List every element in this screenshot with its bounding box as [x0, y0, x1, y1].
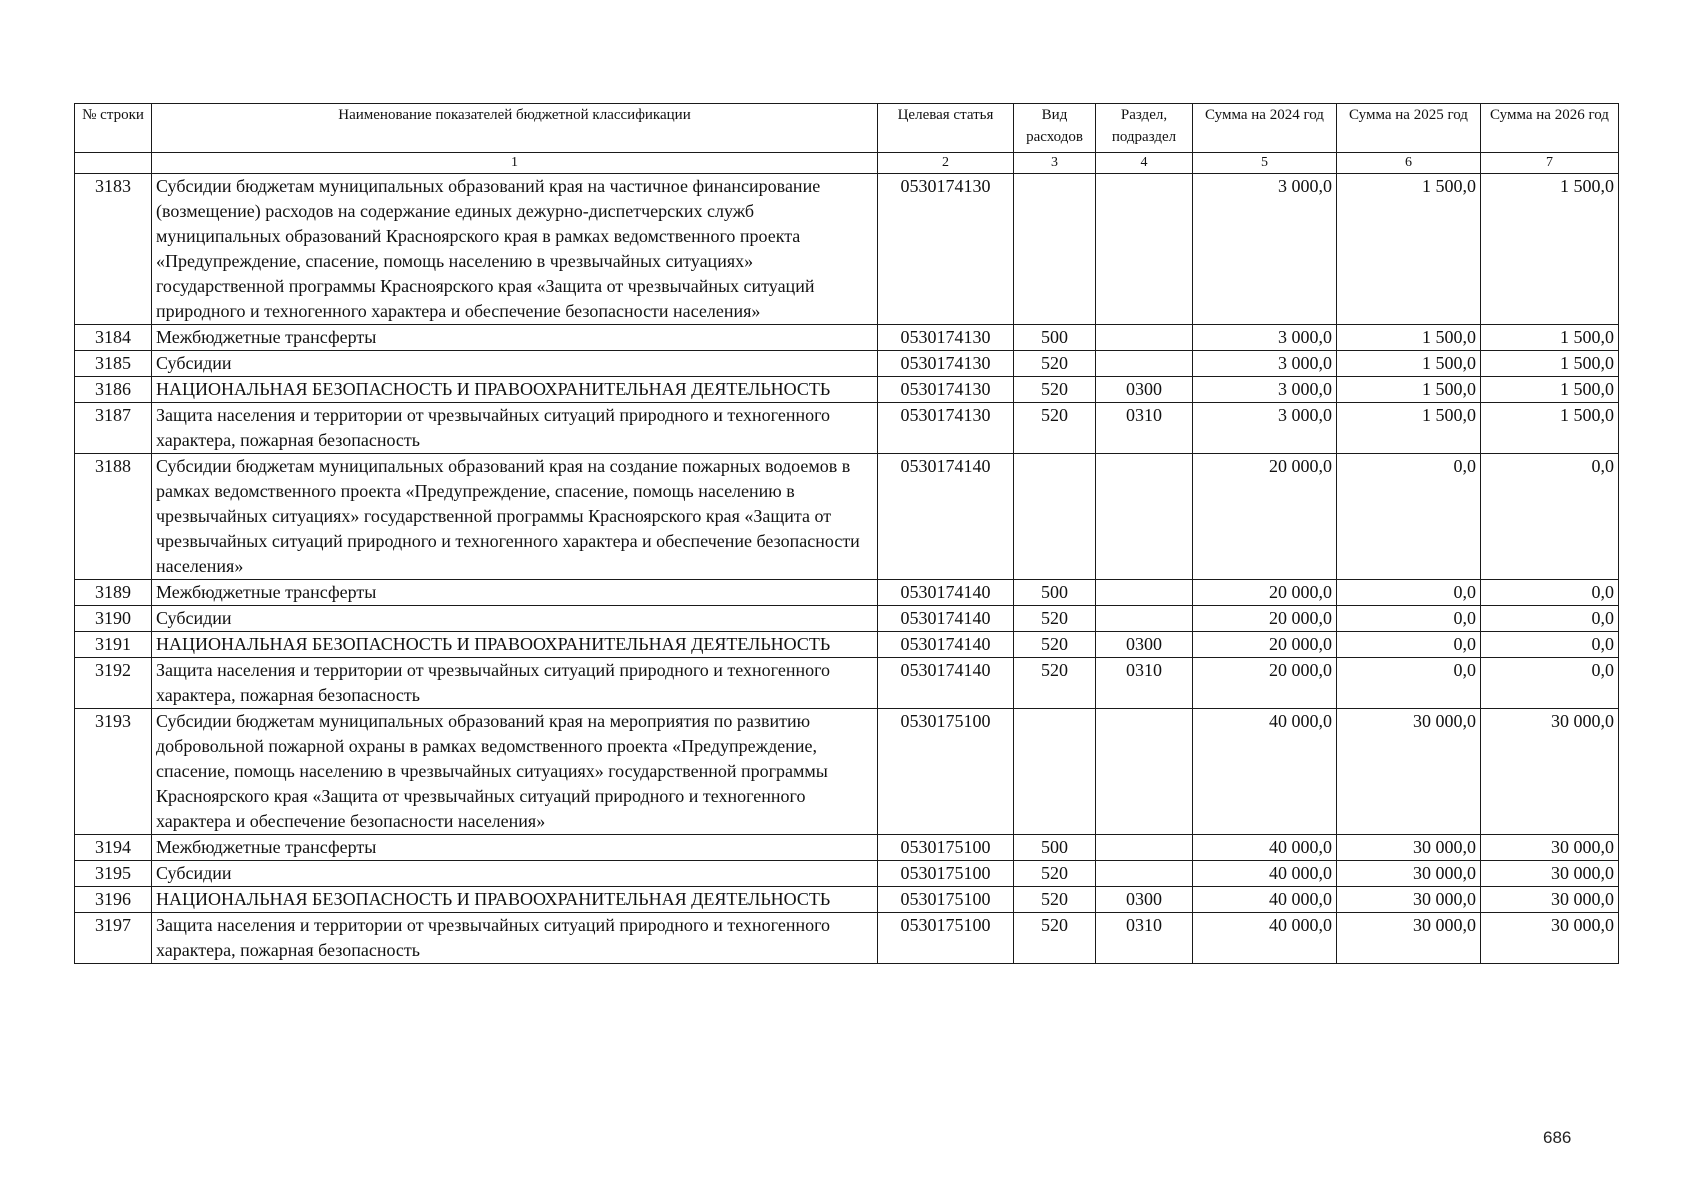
- row-name: Защита населения и территории от чрезвычайных ситуаций природного и техногенного характера, пожарная безопасность: [152, 403, 878, 454]
- row-sum-2026: 1 500,0: [1481, 325, 1619, 351]
- row-target-article: 0530175100: [878, 835, 1014, 861]
- row-sum-2025: 0,0: [1337, 632, 1481, 658]
- table-row: [75, 887, 1619, 913]
- row-section: [1096, 325, 1193, 351]
- header-sum-2026: Сумма на 2026 год: [1481, 104, 1619, 153]
- row-sum-2024: 40 000,0: [1193, 835, 1337, 861]
- row-sum-2026: 30 000,0: [1481, 835, 1619, 861]
- row-target-article: 0530174140: [878, 632, 1014, 658]
- row-name: Межбюджетные трансферты: [152, 580, 878, 606]
- row-section: 0310: [1096, 658, 1193, 709]
- row-expense-type: 520: [1014, 377, 1096, 403]
- row-sum-2025: 30 000,0: [1337, 835, 1481, 861]
- row-number: 3188: [75, 454, 152, 580]
- row-section: 0310: [1096, 403, 1193, 454]
- row-sum-2025: 30 000,0: [1337, 887, 1481, 913]
- table-row: [75, 913, 1619, 964]
- column-index: [75, 153, 152, 174]
- page-number: 686: [1543, 1128, 1572, 1147]
- row-sum-2025: 1 500,0: [1337, 325, 1481, 351]
- row-sum-2024: 3 000,0: [1193, 377, 1337, 403]
- row-name: Защита населения и территории от чрезвычайных ситуаций природного и техногенного характера, пожарная безопасность: [152, 913, 878, 964]
- column-index: 2: [878, 153, 1014, 174]
- table-body: [75, 174, 1619, 964]
- header-expense-type: Вид расходов: [1014, 104, 1096, 153]
- header-target-article: Целевая статья: [878, 104, 1014, 153]
- row-name: Межбюджетные трансферты: [152, 325, 878, 351]
- header-name: Наименование показателей бюджетной классификации: [152, 104, 878, 153]
- row-sum-2026: 1 500,0: [1481, 351, 1619, 377]
- column-index: 7: [1481, 153, 1619, 174]
- row-target-article: 0530174140: [878, 606, 1014, 632]
- row-section: [1096, 835, 1193, 861]
- row-name: Межбюджетные трансферты: [152, 835, 878, 861]
- row-section: [1096, 709, 1193, 835]
- row-section: 0300: [1096, 632, 1193, 658]
- row-number: 3192: [75, 658, 152, 709]
- row-expense-type: 500: [1014, 325, 1096, 351]
- row-sum-2024: 40 000,0: [1193, 709, 1337, 835]
- table-row: [75, 454, 1619, 580]
- row-target-article: 0530174130: [878, 351, 1014, 377]
- row-sum-2025: 1 500,0: [1337, 377, 1481, 403]
- row-name: Субсидии: [152, 861, 878, 887]
- column-index: 5: [1193, 153, 1337, 174]
- table-row: [75, 658, 1619, 709]
- column-index: 6: [1337, 153, 1481, 174]
- row-sum-2026: 1 500,0: [1481, 377, 1619, 403]
- table-row: [75, 709, 1619, 835]
- row-name: Субсидии: [152, 606, 878, 632]
- row-sum-2024: 20 000,0: [1193, 632, 1337, 658]
- row-sum-2025: 30 000,0: [1337, 913, 1481, 964]
- table-row: [75, 632, 1619, 658]
- row-section: 0300: [1096, 377, 1193, 403]
- row-sum-2024: 20 000,0: [1193, 606, 1337, 632]
- row-number: 3184: [75, 325, 152, 351]
- row-name: Субсидии бюджетам муниципальных образований края на создание пожарных водоемов в рамках ведомственного проекта «Предупреждение, спасение, помощь населению в чрезвычайных ситуациях» государственной программы Красноярского края «Защита от чрезвычайных ситуаций природного и техногенного характера и обеспечение безопасности населения»: [152, 454, 878, 580]
- row-expense-type: 520: [1014, 632, 1096, 658]
- row-sum-2025: 0,0: [1337, 658, 1481, 709]
- row-expense-type: 520: [1014, 913, 1096, 964]
- column-index-row: [75, 153, 1619, 174]
- table-row: [75, 403, 1619, 454]
- row-name: НАЦИОНАЛЬНАЯ БЕЗОПАСНОСТЬ И ПРАВООХРАНИТЕЛЬНАЯ ДЕЯТЕЛЬНОСТЬ: [152, 632, 878, 658]
- row-sum-2026: 0,0: [1481, 580, 1619, 606]
- row-sum-2026: 30 000,0: [1481, 709, 1619, 835]
- row-target-article: 0530174130: [878, 403, 1014, 454]
- row-sum-2025: 30 000,0: [1337, 709, 1481, 835]
- row-number: 3185: [75, 351, 152, 377]
- row-target-article: 0530175100: [878, 887, 1014, 913]
- row-target-article: 0530175100: [878, 861, 1014, 887]
- row-name: Субсидии: [152, 351, 878, 377]
- row-expense-type: 520: [1014, 403, 1096, 454]
- row-number: 3193: [75, 709, 152, 835]
- row-sum-2025: 1 500,0: [1337, 351, 1481, 377]
- column-index: 1: [152, 153, 878, 174]
- row-expense-type: 500: [1014, 835, 1096, 861]
- row-section: [1096, 861, 1193, 887]
- row-number: 3183: [75, 174, 152, 325]
- row-section: 0300: [1096, 887, 1193, 913]
- row-name: Субсидии бюджетам муниципальных образований края на мероприятия по развитию добровольной пожарной охраны в рамках ведомственного проекта «Предупреждение, спасение, помощь населению в чрезвычайных ситуациях» государственной программы Красноярского края «Защита от чрезвычайных ситуаций природного и техногенного характера и обеспечение безопасности населения»: [152, 709, 878, 835]
- row-section: [1096, 580, 1193, 606]
- row-target-article: 0530174140: [878, 658, 1014, 709]
- row-sum-2024: 20 000,0: [1193, 454, 1337, 580]
- row-target-article: 0530175100: [878, 913, 1014, 964]
- row-section: [1096, 454, 1193, 580]
- table-row: [75, 377, 1619, 403]
- header-section: Раздел, подраздел: [1096, 104, 1193, 153]
- row-name: Субсидии бюджетам муниципальных образований края на частичное финансирование (возмещение) расходов на содержание единых дежурно-диспетчерских служб муниципальных образований Красноярского края в рамках ведомственного проекта «Предупреждение, спасение, помощь населению в чрезвычайных ситуациях» государственной программы Красноярского края «Защита от чрезвычайных ситуаций природного и техногенного характера и обеспечение безопасности населения»: [152, 174, 878, 325]
- row-number: 3195: [75, 861, 152, 887]
- row-number: 3186: [75, 377, 152, 403]
- header-row-number: № строки: [75, 104, 152, 153]
- row-expense-type: [1014, 709, 1096, 835]
- column-index: 4: [1096, 153, 1193, 174]
- row-sum-2024: 40 000,0: [1193, 887, 1337, 913]
- table-row: [75, 861, 1619, 887]
- row-section: 0310: [1096, 913, 1193, 964]
- row-sum-2024: 3 000,0: [1193, 403, 1337, 454]
- row-expense-type: 500: [1014, 580, 1096, 606]
- row-sum-2024: 40 000,0: [1193, 861, 1337, 887]
- row-sum-2024: 40 000,0: [1193, 913, 1337, 964]
- row-sum-2026: 0,0: [1481, 606, 1619, 632]
- row-sum-2025: 0,0: [1337, 580, 1481, 606]
- row-number: 3191: [75, 632, 152, 658]
- row-target-article: 0530175100: [878, 709, 1014, 835]
- row-expense-type: 520: [1014, 351, 1096, 377]
- row-expense-type: [1014, 174, 1096, 325]
- row-sum-2026: 0,0: [1481, 632, 1619, 658]
- row-sum-2025: 1 500,0: [1337, 403, 1481, 454]
- row-section: [1096, 174, 1193, 325]
- row-expense-type: 520: [1014, 887, 1096, 913]
- row-expense-type: 520: [1014, 606, 1096, 632]
- row-sum-2025: 0,0: [1337, 606, 1481, 632]
- row-section: [1096, 351, 1193, 377]
- row-section: [1096, 606, 1193, 632]
- row-number: 3190: [75, 606, 152, 632]
- row-target-article: 0530174130: [878, 377, 1014, 403]
- row-number: 3196: [75, 887, 152, 913]
- row-number: 3187: [75, 403, 152, 454]
- row-target-article: 0530174130: [878, 174, 1014, 325]
- table-row: [75, 351, 1619, 377]
- row-sum-2024: 20 000,0: [1193, 658, 1337, 709]
- header-sum-2024: Сумма на 2024 год: [1193, 104, 1337, 153]
- row-sum-2025: 0,0: [1337, 454, 1481, 580]
- row-expense-type: 520: [1014, 861, 1096, 887]
- row-target-article: 0530174140: [878, 454, 1014, 580]
- row-number: 3194: [75, 835, 152, 861]
- row-sum-2024: 3 000,0: [1193, 174, 1337, 325]
- row-name: НАЦИОНАЛЬНАЯ БЕЗОПАСНОСТЬ И ПРАВООХРАНИТЕЛЬНАЯ ДЕЯТЕЛЬНОСТЬ: [152, 887, 878, 913]
- table-row: [75, 606, 1619, 632]
- table-row: [75, 325, 1619, 351]
- row-sum-2025: 30 000,0: [1337, 861, 1481, 887]
- row-sum-2026: 1 500,0: [1481, 174, 1619, 325]
- row-sum-2026: 0,0: [1481, 658, 1619, 709]
- row-name: Защита населения и территории от чрезвычайных ситуаций природного и техногенного характера, пожарная безопасность: [152, 658, 878, 709]
- row-sum-2024: 3 000,0: [1193, 351, 1337, 377]
- table-header-row: [75, 104, 1619, 153]
- header-sum-2025: Сумма на 2025 год: [1337, 104, 1481, 153]
- row-number: 3197: [75, 913, 152, 964]
- row-sum-2026: 30 000,0: [1481, 861, 1619, 887]
- column-index: 3: [1014, 153, 1096, 174]
- row-sum-2024: 20 000,0: [1193, 580, 1337, 606]
- budget-classification-table: [74, 103, 1619, 964]
- row-name: НАЦИОНАЛЬНАЯ БЕЗОПАСНОСТЬ И ПРАВООХРАНИТЕЛЬНАЯ ДЕЯТЕЛЬНОСТЬ: [152, 377, 878, 403]
- row-sum-2026: 1 500,0: [1481, 403, 1619, 454]
- row-sum-2026: 30 000,0: [1481, 887, 1619, 913]
- row-target-article: 0530174140: [878, 580, 1014, 606]
- row-number: 3189: [75, 580, 152, 606]
- row-sum-2026: 30 000,0: [1481, 913, 1619, 964]
- row-expense-type: [1014, 454, 1096, 580]
- table-row: [75, 174, 1619, 325]
- table-row: [75, 580, 1619, 606]
- row-expense-type: 520: [1014, 658, 1096, 709]
- row-target-article: 0530174130: [878, 325, 1014, 351]
- row-sum-2024: 3 000,0: [1193, 325, 1337, 351]
- row-sum-2025: 1 500,0: [1337, 174, 1481, 325]
- row-sum-2026: 0,0: [1481, 454, 1619, 580]
- table-row: [75, 835, 1619, 861]
